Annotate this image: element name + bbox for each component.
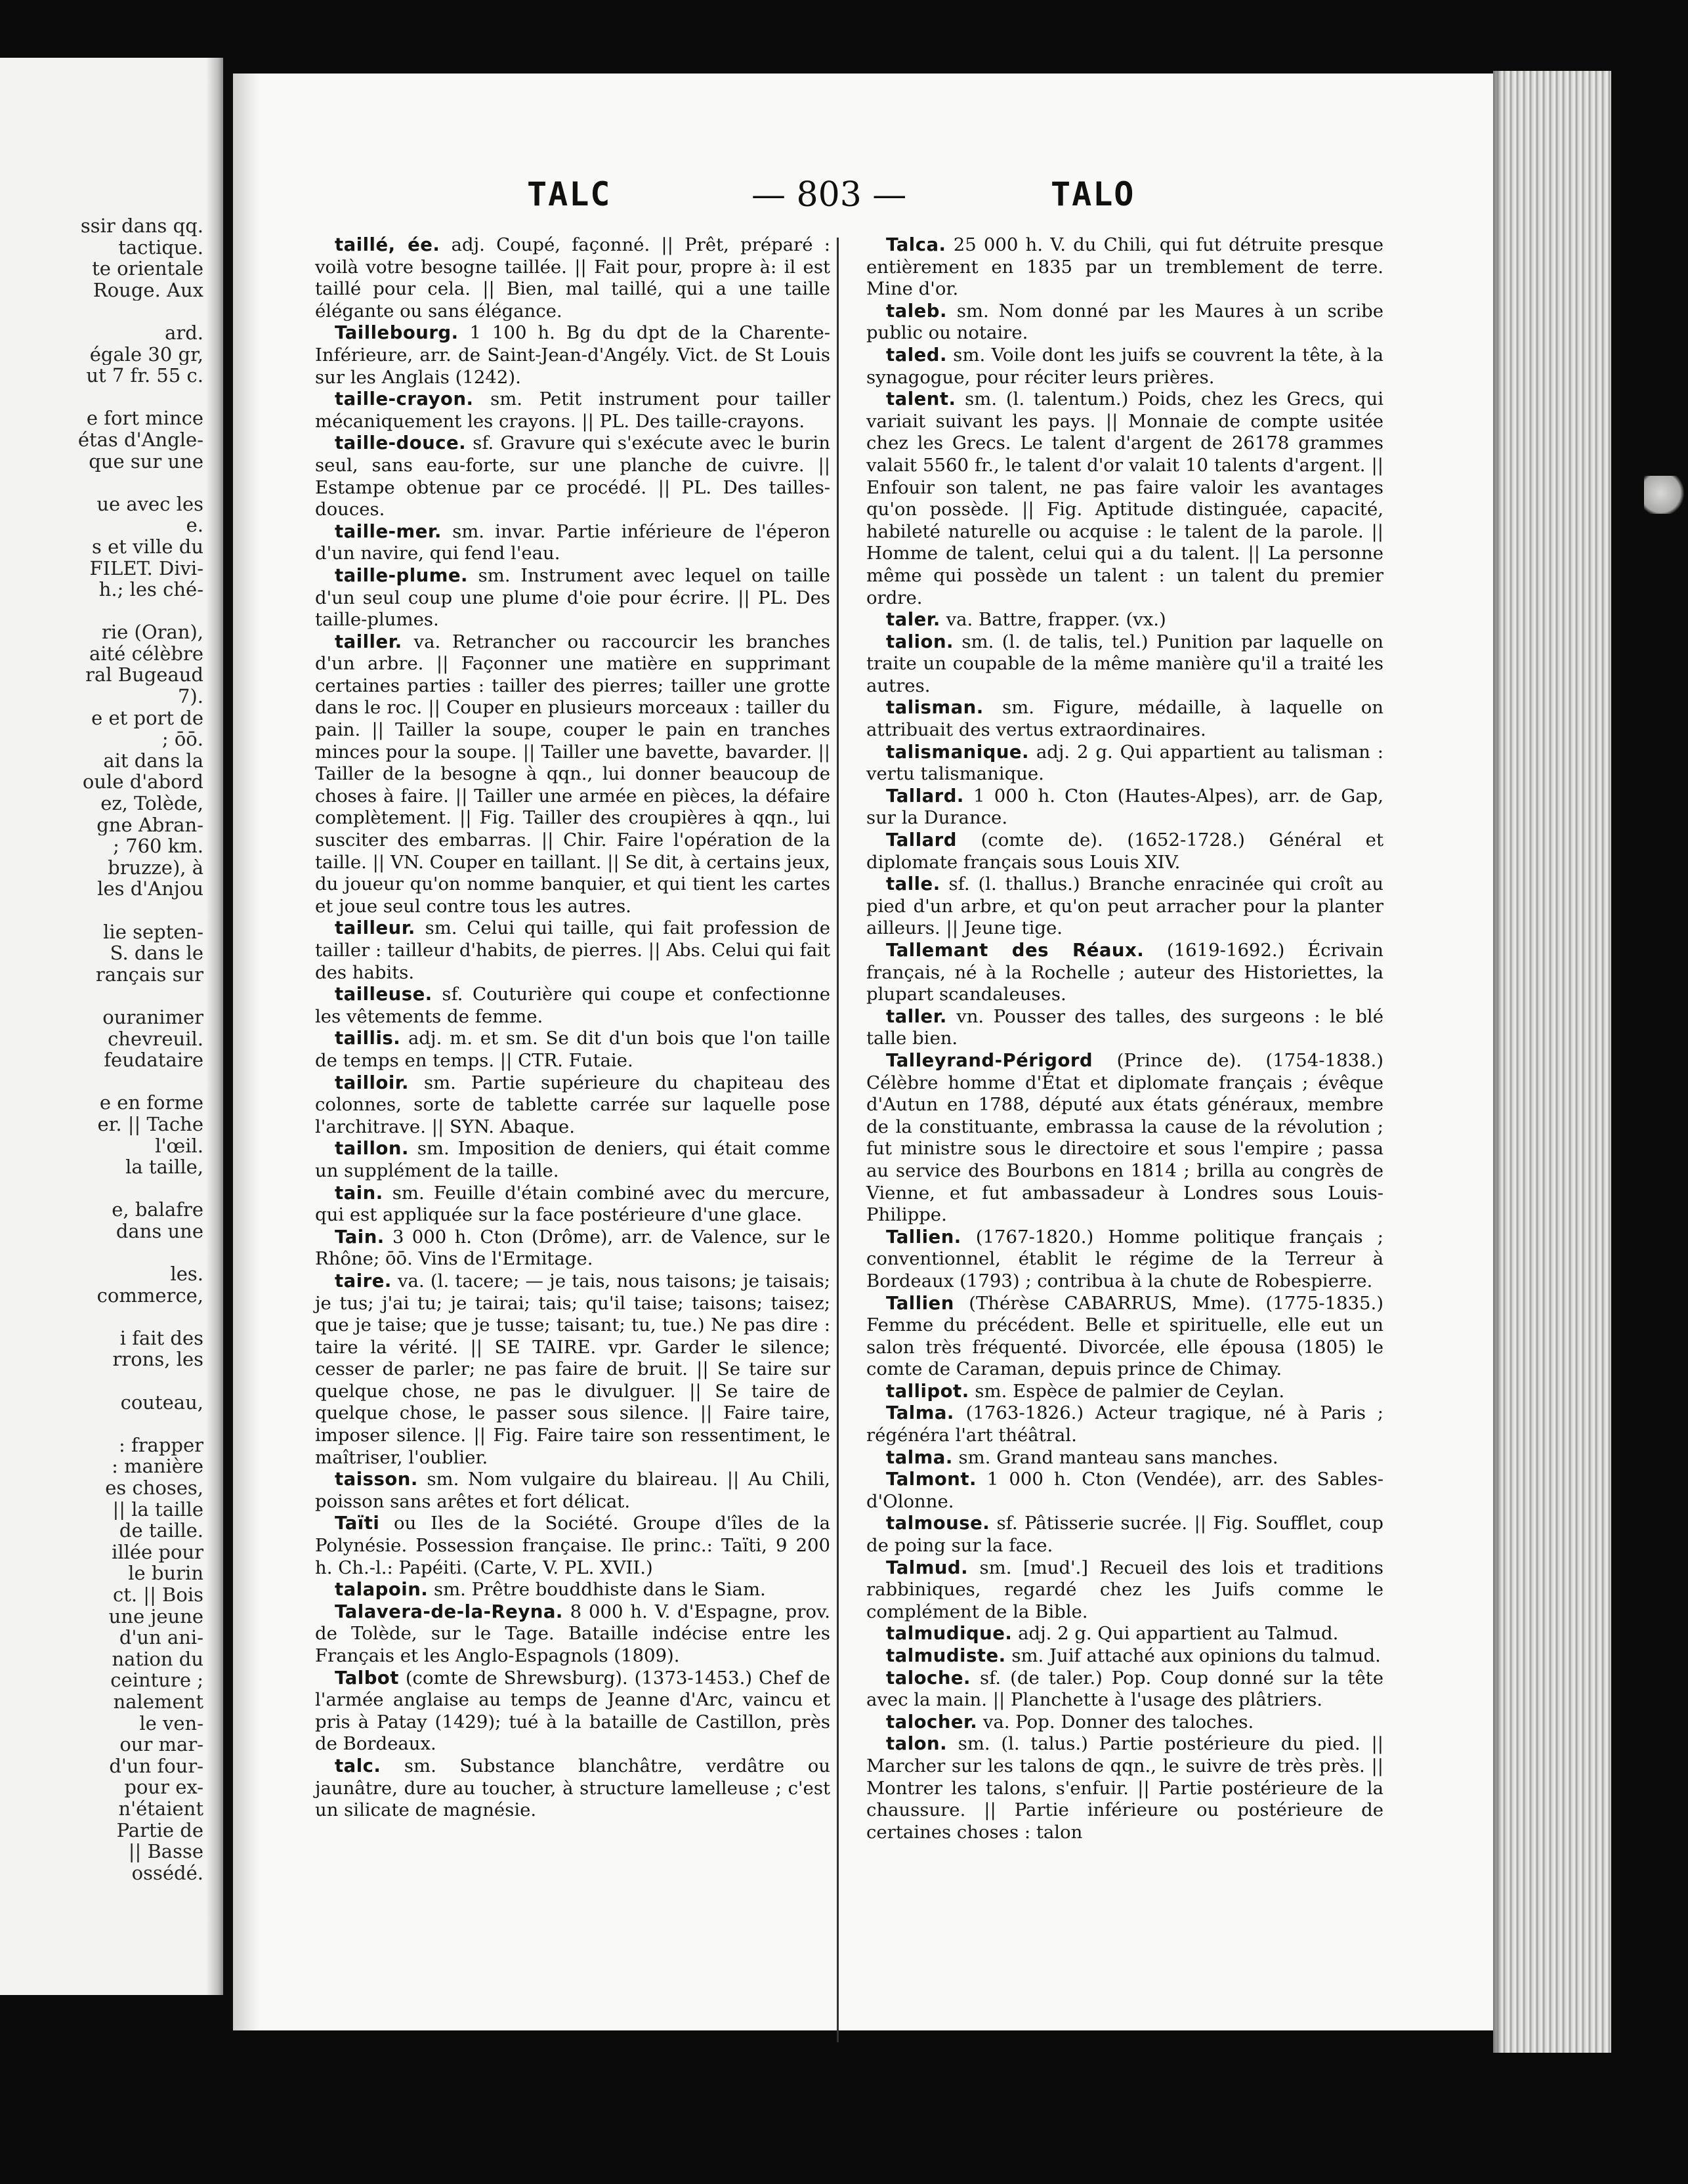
dictionary-entry [866,697,1383,741]
entry-headword: taille-douce. [335,432,467,454]
entry-definition: 1 000 h. Cton (Vendée), arr. des Sables-d'Olonne. [866,1469,1383,1512]
dictionary-entry [315,388,830,432]
entry-headword: Talmud. [886,1557,969,1578]
left-page-line: ssir dans qq. [80,215,203,237]
entry-headword: tain. [335,1182,383,1204]
left-page-line: étas d'Angle- [77,429,203,451]
entry-headword: Tallien [886,1292,954,1314]
entry-definition: sm. (l. talus.) Partie postérieure du pied. || Marcher sur les talons de qqn., le suivre de très près. || Montrer les talons, s'enfuir. || Partie postérieure de la chaussure. || Partie inférieure ou postérieure de certaines choses : talon [866,1733,1383,1843]
entry-headword: Tain. [335,1226,385,1248]
dictionary-entry [866,234,1383,301]
entry-definition: sf. (l. thallus.) Branche enracinée qui croît au pied d'un arbre, et qu'on peut arracher pour la planter ailleurs. || Jeune tige. [866,873,1383,939]
entry-headword: talapoin. [335,1579,429,1601]
left-page-line: || la taille [112,1498,203,1521]
entry-definition: 8 000 h. V. d'Espagne, prov. de Tolède, sur le Tage. Bataille indécise entre les Français et les Anglo-Espagnols (1809). [315,1601,830,1666]
entry-definition: va. Pop. Donner des taloches. [977,1711,1254,1732]
entry-definition: (1619-1692.) Écrivain français, né à la Rochelle ; auteur des Historiettes, la plupart scandaleuses. [866,940,1383,1005]
left-page-line: bruzze), à [108,856,203,879]
dictionary-entry [315,565,830,631]
left-page-line: pour ex- [124,1776,203,1798]
left-page-line [0,472,203,494]
entry-definition: 25 000 h. V. du Chili, qui fut détruite presque entièrement en 1835 par un tremblement de terre. Mine d'or. [866,234,1383,300]
entry-definition: adj. 2 g. Qui appartient au Talmud. [1012,1623,1339,1645]
entry-definition: sm. Prêtre bouddhiste dans le Siam. [428,1579,766,1601]
entry-definition: sm. Feuille d'étain combiné avec du mercure, qui est appliquée sur la face postérieure d'une glace. [315,1182,830,1226]
left-page-line: er. || Tache [97,1113,203,1135]
entry-headword: talisman. [886,697,984,719]
left-page-line: FILET. Divi- [89,557,203,579]
dictionary-entry [866,786,1383,830]
left-page-line: ez, Tolède, [100,793,203,814]
dictionary-entry [315,521,830,565]
entry-definition: sm. Nom donné par les Maures à un scribe public ou notaire. [866,300,1383,344]
entry-headword: taillis. [335,1028,401,1049]
left-page-line: les. [170,1263,203,1285]
entry-definition: (1767-1820.) Homme politique français ; conventionnel, établit le régime de la Terreur à Bordeaux (1793) ; contribua à la chute de Robespierre. [866,1226,1383,1292]
entry-headword: Tallard. [886,785,964,807]
left-page-line: rançais sur [95,963,203,986]
left-page-line: que sur une [89,450,203,472]
dictionary-entry [315,1270,830,1469]
entry-headword: talmouse. [886,1513,990,1534]
dictionary-entry [866,873,1383,940]
dictionary-entry [866,1469,1383,1513]
left-page-line: te orientale [92,258,203,280]
dictionary-entry [866,1668,1383,1712]
left-page-line: ceinture ; [110,1670,203,1691]
left-page-line: es choses, [105,1477,203,1499]
left-page-line: e. [186,514,203,536]
dictionary-entry [315,1755,830,1822]
left-page-line: : frapper [118,1434,203,1456]
dictionary-entry [315,1028,830,1072]
page-shadow [233,74,259,2030]
left-page-line: commerce, [96,1284,203,1307]
dictionary-entry [866,345,1383,388]
left-page-line: ; ōō. [161,728,203,750]
dictionary-entry [315,1183,830,1227]
entry-headword: taille-crayon. [335,388,474,410]
entry-definition: sm. (l. de talis, tel.) Punition par laquelle on traite un coupable de la même manière qu'il a traité les autres. [866,631,1383,696]
entry-headword: taller. [886,1005,947,1027]
dictionary-entry [866,1447,1383,1469]
dictionary-entry [315,432,830,520]
entry-headword: tailloir. [335,1072,409,1093]
dictionary-entry [866,1381,1383,1403]
dictionary-entry [315,234,830,322]
dictionary-entry [866,1712,1383,1734]
left-page-line [0,1071,203,1093]
left-page-line: nalement [113,1690,203,1713]
entry-headword: talc. [335,1755,381,1776]
entry-definition: va. (l. tacere; — je tais, nous taisons; je taisais; je tus; j'ai tu; je tairai; tais; qu'il taise; taisons; taisez; que je taise; que je tusse; taisant; tu, tue.) Ne pas dire : taire la vérité. || SE TAIRE. vpr. Garder le silence; cesser de parler; ne pas faire de bruit. || Se taire sur quelque chose, ne pas le divulguer. || Se taire de quelque chose, le passer sous silence. || Faire taire, imposer silence. || Fig. Faire taire son ressentiment, le maîtriser, l'oublier. [315,1270,830,1468]
left-page-line: feudataire [104,1049,203,1071]
entry-definition: adj. Coupé, façonné. || Prêt, préparé : voilà votre besogne taillée. || Fait pour, propre à: il est taillé pour cela. || Bien, mal taillé, qui a une taille élégante ou sans élégance. [315,234,831,322]
dictionary-entry [315,631,830,918]
left-page-line: dans une [116,1220,203,1242]
header-right-guide-word: TALO [1051,175,1135,213]
left-page-line: ard. [165,322,203,344]
dictionary-entry [866,301,1383,345]
left-page-line [0,1413,203,1435]
entry-headword: taloche. [886,1667,971,1689]
dictionary-entry [866,1623,1383,1645]
entry-definition: sm. Voile dont les juifs se couvrent la tête, à la synagogue, pour réciter leurs prières. [866,344,1383,388]
paper-tear-mark [1644,476,1686,514]
entry-definition: sm. Celui qui taille, qui fait profession de tailler : tailleur d'habits, de pierres. || Abs. Celui qui fait des habits. [315,917,830,983]
left-page-line: ct. || Bois [112,1584,203,1606]
entry-definition: sm. Figure, médaille, à laquelle on attribuait des vertus extraordinaires. [866,697,1383,741]
dictionary-entry [315,1513,830,1579]
entry-definition: ou Iles de la Société. Groupe d'îles de la Polynésie. Possession française. Ile princ.: Taïti, 9 200 h. Ch.-l.: Papéiti. (Carte, V. PL. XVII.) [315,1513,830,1578]
entry-definition: sm. Juif attaché aux opinions du talmud. [1005,1645,1381,1666]
left-page-line: e fort mince [86,408,203,429]
left-page-line: ut 7 fr. 55 c. [86,365,203,387]
entry-definition: 1 100 h. Bg du dpt de la Charente-Inférieure, arr. de Saint-Jean-d'Angély. Vict. de St Louis sur les Anglais (1242). [315,322,830,388]
left-page-line: d'un ani- [119,1627,203,1648]
left-page-line: e, balafre [112,1199,203,1221]
entry-definition: sm. Imposition de deniers, qui était comme un supplément de la taille. [315,1138,830,1181]
entry-headword: talle. [886,873,940,895]
entry-headword: Tallard [886,830,957,851]
entry-definition: 1 000 h. Cton (Hautes-Alpes), arr. de Gap, sur la Durance. [866,785,1383,829]
left-page-line: s et ville du [92,536,203,558]
left-page-line: chevreuil. [108,1028,203,1050]
column-right [866,234,1383,1843]
left-page-line: || Basse [128,1841,203,1862]
left-page-line [0,301,203,322]
entry-definition: (Thérèse CABARRUS, Mme). (1775-1835.) Femme du précédent. Belle et spirituelle, elle eut un salon très fréquenté. Divorcée, elle épousa (1805) le comte de Caraman, depuis prince de Chimay. [866,1292,1383,1380]
entry-definition: sm. [mud'.] Recueil des lois et traditions rabbiniques, regardé chez les Juifs comme le complément de la Bible. [866,1557,1383,1622]
entry-headword: taled. [886,344,947,366]
entry-headword: Talleyrand-Périgord [886,1049,1093,1071]
dictionary-entry [866,1402,1383,1446]
left-page-line: rie (Oran), [102,621,203,643]
left-page-text-fragments [0,215,203,1883]
dictionary-entry [866,1513,1383,1557]
left-page-line [0,387,203,408]
left-page-line: le ven- [139,1712,203,1734]
page-number: — 803 — [751,175,907,215]
left-page-line [0,985,203,1007]
entry-headword: talocher. [886,1711,978,1732]
entry-headword: tailleuse. [335,984,433,1005]
dictionary-entry [315,322,830,388]
entry-headword: Talca. [886,234,946,255]
entry-headword: tallipot. [886,1380,969,1402]
left-page-line: d'un four- [109,1755,203,1777]
left-page-line: S. dans le [110,942,203,964]
dictionary-entry [866,631,1383,698]
entry-definition: sm. Instrument avec lequel on taille d'un seul coup une plume d'oie pour écrire. || PL. Des taille-plumes. [315,564,830,631]
entry-headword: talon. [886,1733,948,1755]
book-gutter [206,58,223,1995]
header-left-guide-word: TALC [527,175,612,213]
page-stack-shadow [1493,71,1502,2053]
left-page-line: égale 30 gr, [89,343,203,366]
left-page-line: rrons, les [112,1349,203,1371]
dictionary-entry [315,1601,830,1668]
entry-headword: talismanique. [886,741,1030,763]
left-page-line: 7). [178,686,203,707]
entry-headword: Talma. [886,1402,954,1424]
entry-headword: talma. [886,1446,953,1468]
dictionary-entry [315,1469,830,1513]
entry-headword: Talmont. [886,1469,977,1490]
left-page-line: e en forme [99,1092,203,1114]
left-page-line: nation du [112,1648,203,1670]
left-page-line: h.; les ché- [98,579,203,600]
dictionary-entry [866,1050,1383,1227]
left-page-line [0,1178,203,1200]
entry-definition: sm. Espèce de palmier de Ceylan. [969,1380,1285,1402]
dictionary-entry [866,940,1383,1006]
dictionary-entry [866,1293,1383,1381]
entry-definition: va. Retrancher ou raccourcir les branches d'un arbre. || Façonner une matière en supprimant certaines parties : tailler des pierres; tailler une grotte dans le roc. || Couper en plusieurs morceaux : tailler du pain. || Tailler la soupe, couper le pain en tranches minces pour la soupe. || Tailler une bavette, bavarder. || Tailler de la besogne à qqn., lui donner beaucoup de choses à faire. || Tailler une armée en pièces, la défaire complètement. || Fig. Tailler des croupières à qqn., lui susciter des embarras. || Chir. Faire l'opération de la taille. || VN. Couper en taillant. || Se dit, à certains jeux, du joueur qu'on nomme banquier, et qui tient les cartes et joue seul contre tous les autres. [315,631,830,917]
entry-headword: tailler. [335,631,402,652]
entry-headword: Tallemant des Réaux. [886,940,1145,961]
entry-headword: taler. [886,609,940,631]
left-page-line: oule d'abord [82,771,203,793]
left-page-line: de taille. [119,1520,203,1542]
left-page-line: e et port de [91,707,203,729]
entry-headword: taillon. [335,1138,409,1160]
entry-headword: talmudique. [886,1623,1013,1645]
dictionary-entry [315,984,830,1028]
left-page-line [0,900,203,921]
entry-headword: Taillebourg. [335,322,459,344]
dictionary-entry [866,830,1383,873]
left-page-line: ue avec les [96,493,203,515]
entry-definition: sm. (l. talentum.) Poids, chez les Grecs, qui variait suivant les pays. || Monnaie de compte usitée chez les Grecs. Le talent d'argent de 26178 grammes valait 5560 fr., le talent d'or valait 10 talents d'argent. || Enfouir son talent, ne pas faire valoir les avantages qu'on possède. || Fig. Aptitude distinguée, capacité, habileté naturelle ou acquise : le talent de la parole. || Homme de talent, celui qui a du talent. || La personne même qui possède un talent : un talent du premier ordre. [866,388,1383,608]
entry-headword: tailleur. [335,917,415,939]
entry-headword: taillé, ée. [335,234,440,255]
entry-definition: sf. Couturière qui coupe et confectionne les vêtements de femme. [315,984,830,1027]
entry-definition: sm. Petit instrument pour tailler mécaniquement les crayons. || PL. Des taille-crayons. [315,388,830,432]
entry-headword: taille-plume. [335,564,468,586]
entry-definition: sm. Nom vulgaire du blaireau. || Au Chili, poisson sans arêtes et fort délicat. [315,1469,830,1512]
entry-headword: Tallien. [886,1226,961,1248]
left-page-line: aité célèbre [89,642,203,665]
page-header [233,175,1493,228]
left-page-line [0,1242,203,1264]
left-page-line [0,1306,203,1328]
left-page-line: gne Abran- [96,814,203,836]
entry-headword: taleb. [886,300,947,322]
entry-definition: 3 000 h. Cton (Drôme), arr. de Valence, sur le Rhône; ōō. Vins de l'Ermitage. [315,1226,830,1270]
left-page-line: tactique. [118,236,203,259]
entry-definition: sf. Pâtisserie sucrée. || Fig. Soufflet, coup de poing sur la face. [866,1513,1383,1557]
entry-headword: talmudiste. [886,1645,1006,1666]
entry-definition: (1763-1826.) Acteur tragique, né à Paris ; régénéra l'art théâtral. [866,1402,1383,1446]
entry-definition: sm. Partie supérieure du chapiteau des colonnes, sorte de tablette carrée sur laquelle pose l'architrave. || SYN. Abaque. [315,1072,830,1137]
entry-headword: taire. [335,1270,392,1292]
dictionary-entry [866,388,1383,609]
entry-headword: Taïti [335,1513,380,1534]
left-page-line: les d'Anjou [97,878,203,900]
dictionary-entry [866,1227,1383,1293]
left-page-line: une jeune [108,1605,203,1628]
entry-definition: sf. (de taler.) Pop. Coup donné sur la tête avec la main. || Planchette à l'usage des plâtriers. [866,1667,1383,1711]
left-page-line: Rouge. Aux [93,279,203,301]
entry-definition: (comte de Shrewsburg). (1373-1453.) Chef de l'armée anglaise au temps de Jeanne d'Arc, vaincu et pris à Patay (1429); tué à la bataille de Castillon, près de Bordeaux. [315,1667,830,1755]
left-page-line: illée pour [112,1541,203,1563]
dictionary-entry [315,1668,830,1755]
entry-definition: (comte de). (1652-1728.) Général et diplomate français sous Louis XIV. [866,830,1383,873]
dictionary-entry [866,609,1383,631]
column-divider [837,238,839,2042]
column-left [315,234,830,1822]
dictionary-entry [866,1645,1383,1668]
left-page-line [0,1370,203,1392]
entry-definition: adj. m. et sm. Se dit d'un bois que l'on taille de temps en temps. || CTR. Futaie. [315,1028,830,1071]
left-page-line: Partie de [116,1819,203,1841]
dictionary-entry [866,1733,1383,1843]
left-page-line: ral Bugeaud [85,664,203,686]
entry-headword: taille-mer. [335,520,442,542]
entry-definition: sf. Gravure qui s'exécute avec le burin seul, sans eau-forte, sur une planche de cuivre. || Estampe obtenue par ce procédé. || PL. Des tailles-douces. [315,432,830,520]
left-facing-page [0,58,223,1995]
left-page-line: l'œil. [155,1135,203,1157]
left-page-line: couteau, [120,1391,203,1414]
left-page-line: ait dans la [103,749,203,772]
dictionary-entry [315,1579,830,1601]
left-page-line: ossédé. [131,1862,203,1884]
entry-definition: (Prince de). (1754-1838.) Célèbre homme d'État et diplomate français ; évêque d'Autun en 1788, député aux états généraux, membre de la constituante, embrassa la cause de la révolution ; fut ministre sous le directoire et sous l'empire ; passa au service des Bourbons en 1814 ; brilla au congrès de Vienne, et fut ambassadeur à Londres sous Louis-Philippe. [866,1049,1383,1226]
entry-definition: adj. 2 g. Qui appartient au talisman : vertu talismanique. [866,741,1383,785]
left-page-line: la taille, [125,1156,203,1178]
dictionary-entry [315,1138,830,1182]
entry-definition: va. Battre, frapper. (vx.) [940,609,1166,631]
left-page-line: n'étaient [118,1797,203,1820]
entry-definition: sm. Substance blanchâtre, verdâtre ou jaunâtre, dure au toucher, à structure lamelleuse ; c'est un silicate de magnésie. [315,1755,830,1821]
left-page-line: le burin [128,1563,203,1584]
left-page-line: : manière [112,1456,203,1478]
page-stack-edge [1493,71,1611,2053]
entry-definition: vn. Pousser des talles, des surgeons : le blé talle bien. [866,1005,1383,1049]
entry-headword: Talavera-de-la-Reyna. [335,1601,563,1622]
entry-definition: sm. invar. Partie inférieure de l'éperon d'un navire, qui fend l'eau. [315,520,830,564]
entry-headword: talent. [886,388,956,410]
dictionary-entry [866,1557,1383,1624]
entry-headword: taisson. [335,1469,418,1490]
dictionary-entry [315,1072,830,1139]
dictionary-entry [315,917,830,984]
left-page-line: ; 760 km. [113,835,203,857]
dictionary-entry [315,1227,830,1270]
left-page-line: our mar- [119,1734,203,1755]
dictionary-entry [866,1006,1383,1050]
left-page-line: lie septen- [103,921,203,943]
left-page-line: ouranimer [102,1006,203,1028]
entry-headword: talion. [886,631,954,652]
dictionary-entry [866,742,1383,786]
left-page-line [0,600,203,622]
entry-definition: sm. Grand manteau sans manches. [952,1446,1278,1468]
left-page-line: i fait des [119,1327,203,1349]
dictionary-page [233,74,1493,2030]
entry-headword: Talbot [335,1667,399,1689]
